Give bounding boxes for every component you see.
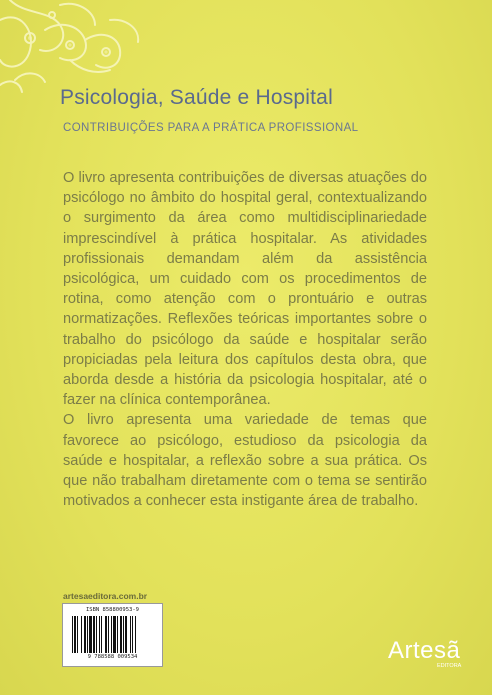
floral-ornament-icon xyxy=(0,0,150,95)
barcode-label xyxy=(62,603,163,667)
publisher-logo: Artesã xyxy=(388,637,461,664)
book-subtitle: CONTRIBUIÇÕES PARA A PRÁTICA PROFISSIONAL xyxy=(63,122,359,134)
barcode-icon xyxy=(71,616,154,653)
publisher-website: artesaeditora.com.br xyxy=(63,591,148,601)
isbn-text: ISBN 858800953-9 xyxy=(86,607,139,613)
barcode-digits: 9 788588 009534 xyxy=(87,654,138,660)
description-paragraph-1: O livro apresenta contribuições de diversas atuações do psicólogo no âmbito do hospital geral, contextualizando o surgimento da área como multidisciplinariedade imprescindível à prática hospitalar. As atividades profissionais demandam além da assistência psicológica, um cuidado com os procedimentos de rotina, como atenção com o prontuário e outras normatizações. Reflexões teóricas importantes sobre o trabalho do psicólogo da saúde e hospitalar serão propiciadas pela leitura dos capítulos desta obra, que aborda desde a história da psicologia hospitalar, até o fazer na clínica contemporânea. xyxy=(63,170,427,409)
publisher-logo-subtitle: EDITORA xyxy=(437,663,462,669)
book-description xyxy=(63,168,427,511)
description-paragraph-2: O livro apresenta uma variedade de temas que favorece ao psicólogo, estudioso da psicologia da saúde e hospitalar, a reflexão sobre a sua prática. Os que não trabalham diretamente com o tema se sentirão motivados a conhecer esta instigante área de trabalho. xyxy=(63,412,427,510)
book-title: Psicologia, Saúde e Hospital xyxy=(60,86,333,109)
